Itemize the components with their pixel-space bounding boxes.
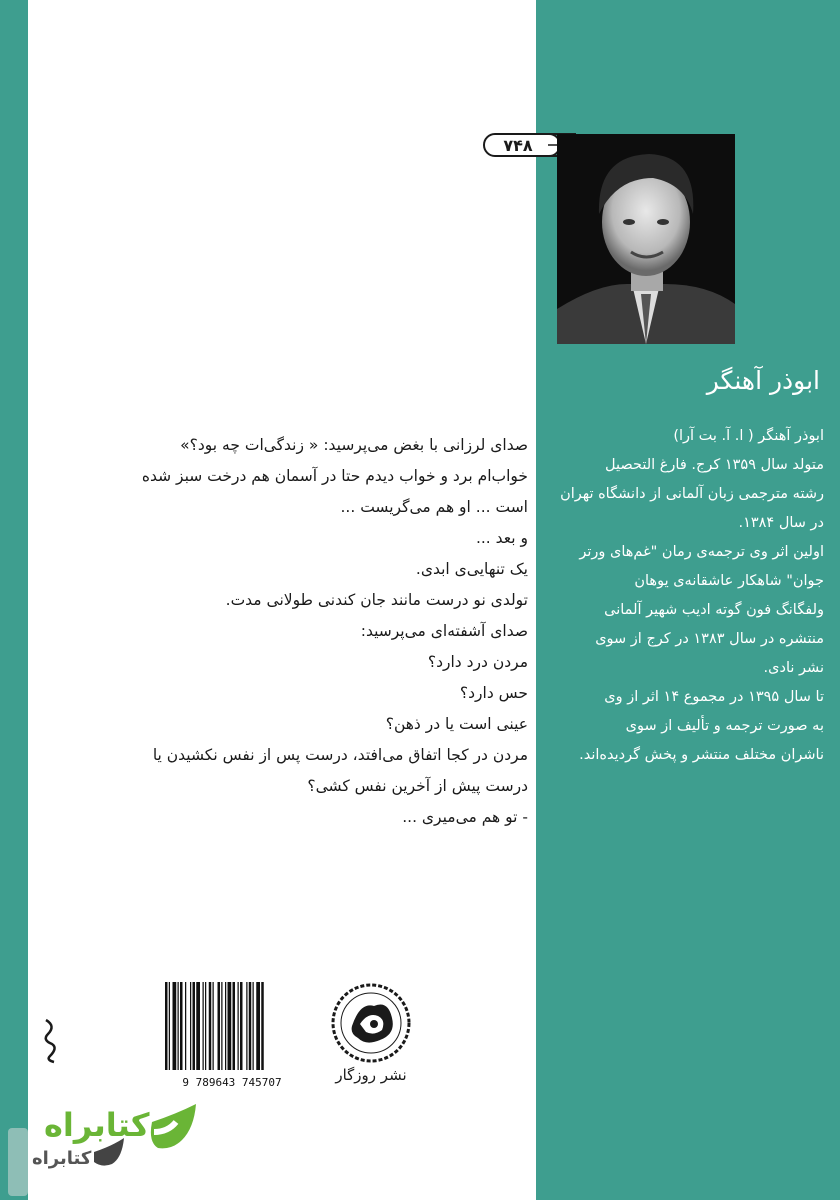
watermark-text: کتابراه: [44, 1106, 150, 1144]
bio-line: منتشره در سال ۱۳۸۳ در کرج از سوی: [595, 631, 824, 647]
watermark-subtext: کتابراه: [32, 1148, 92, 1169]
barcode-bar: [261, 982, 264, 1070]
barcode-bar: [209, 982, 212, 1070]
publisher-logo: [330, 982, 412, 1064]
barcode-bar: [173, 982, 177, 1070]
bio-line: به صورت ترجمه و تألیف از سوی: [625, 718, 824, 734]
barcode-bar: [196, 982, 200, 1070]
excerpt-line: عینی است یا در ذهن؟: [385, 715, 528, 733]
barcode-bar: [169, 982, 170, 1070]
publisher-emblem-icon: [330, 982, 412, 1064]
barcode-bar: [218, 982, 221, 1070]
barcode-bar: [205, 982, 206, 1070]
back-cover-excerpt: [141, 430, 528, 833]
bio-line: ابوذر آهنگر ( ا. آ. بت آرا): [673, 428, 824, 444]
bio-line: در سال ۱۳۸۴.: [738, 515, 824, 531]
barcode-bar: [240, 982, 243, 1070]
left-teal-strip: [0, 0, 28, 1200]
barcode-bar: [193, 982, 196, 1070]
excerpt-line: و بعد ...: [475, 529, 528, 547]
barcode-bar: [249, 982, 252, 1070]
barcode-bar: [213, 982, 214, 1070]
barcode-bar: [246, 982, 247, 1070]
series-number: ۷۴۸: [503, 136, 533, 155]
barcode-bar: [190, 982, 191, 1070]
barcode-bar: [228, 982, 232, 1070]
barcode-icon: [157, 978, 307, 1090]
barcode-bar: [203, 982, 204, 1070]
barcode-bar: [256, 982, 260, 1070]
bio-line: رشته مترجمی زبان آلمانی از دانشگاه تهران: [560, 486, 824, 502]
excerpt-line: خواب‌ام برد و خواب دیدم حتا در آسمان هم درخت سبز شده: [141, 467, 528, 485]
bio-line: ناشران مختلف منتشر و پخش گردیده‌اند.: [579, 747, 824, 763]
bio-line: ولفگانگ فون گوته ادیب شهیر آلمانی: [604, 602, 824, 618]
barcode-bar: [225, 982, 226, 1070]
bio-line: نشر نادی.: [763, 660, 824, 676]
bio-line: جوان" شاهکار عاشقانه‌ی یوهان: [634, 573, 824, 589]
author-bio: [548, 422, 824, 770]
author-name: ابوذر آهنگر: [706, 366, 820, 395]
excerpt-line: مردن در کجا اتفاق می‌افتد، درست پس از نفس نکشیدن یا: [152, 746, 528, 764]
bio-line: متولد سال ۱۳۵۹ کرج. فارغ التحصیل: [605, 457, 824, 473]
excerpt-line: یک تنهایی‌ی ابدی.: [415, 560, 528, 578]
excerpt-line: صدای لرزانی با بغض می‌پرسید: « زندگی‌ات چه بود؟»: [180, 436, 528, 454]
excerpt-line: درست پیش از آخرین نفس کشی؟: [307, 777, 528, 795]
bio-line: اولین اثر وی ترجمه‌ی رمان "غم‌های ورتر: [579, 544, 824, 560]
barcode-bar: [178, 982, 179, 1070]
publisher-name: نشر روزگار: [335, 1066, 407, 1084]
author-photo: [557, 134, 735, 344]
barcode-bar: [180, 982, 183, 1070]
excerpt-line: صدای آشفته‌ای می‌پرسید:: [360, 622, 528, 640]
excerpt-line: تولدی نو درست مانند جان کندنی طولانی مدت.: [225, 591, 528, 609]
barcode-bar: [165, 982, 168, 1070]
isbn-number: 9 789643 745707: [182, 1076, 282, 1089]
excerpt-line: حس دارد؟: [459, 684, 528, 702]
barcode-bar: [185, 982, 186, 1070]
barcode-bar: [233, 982, 236, 1070]
barcode-bar: [253, 982, 254, 1070]
bio-line: تا سال ۱۳۹۵ در مجموع ۱۴ اثر از وی: [604, 689, 824, 705]
excerpt-line: مردن درد دارد؟: [427, 653, 528, 671]
isbn-barcode: [157, 978, 307, 1090]
barcode-bar: [238, 982, 239, 1070]
excerpt-line: - تو هم می‌میری ...: [402, 808, 528, 826]
excerpt-line: است ... او هم می‌گریست ...: [340, 498, 528, 516]
designer-signature: [36, 1016, 66, 1066]
barcode-bar: [221, 982, 222, 1070]
